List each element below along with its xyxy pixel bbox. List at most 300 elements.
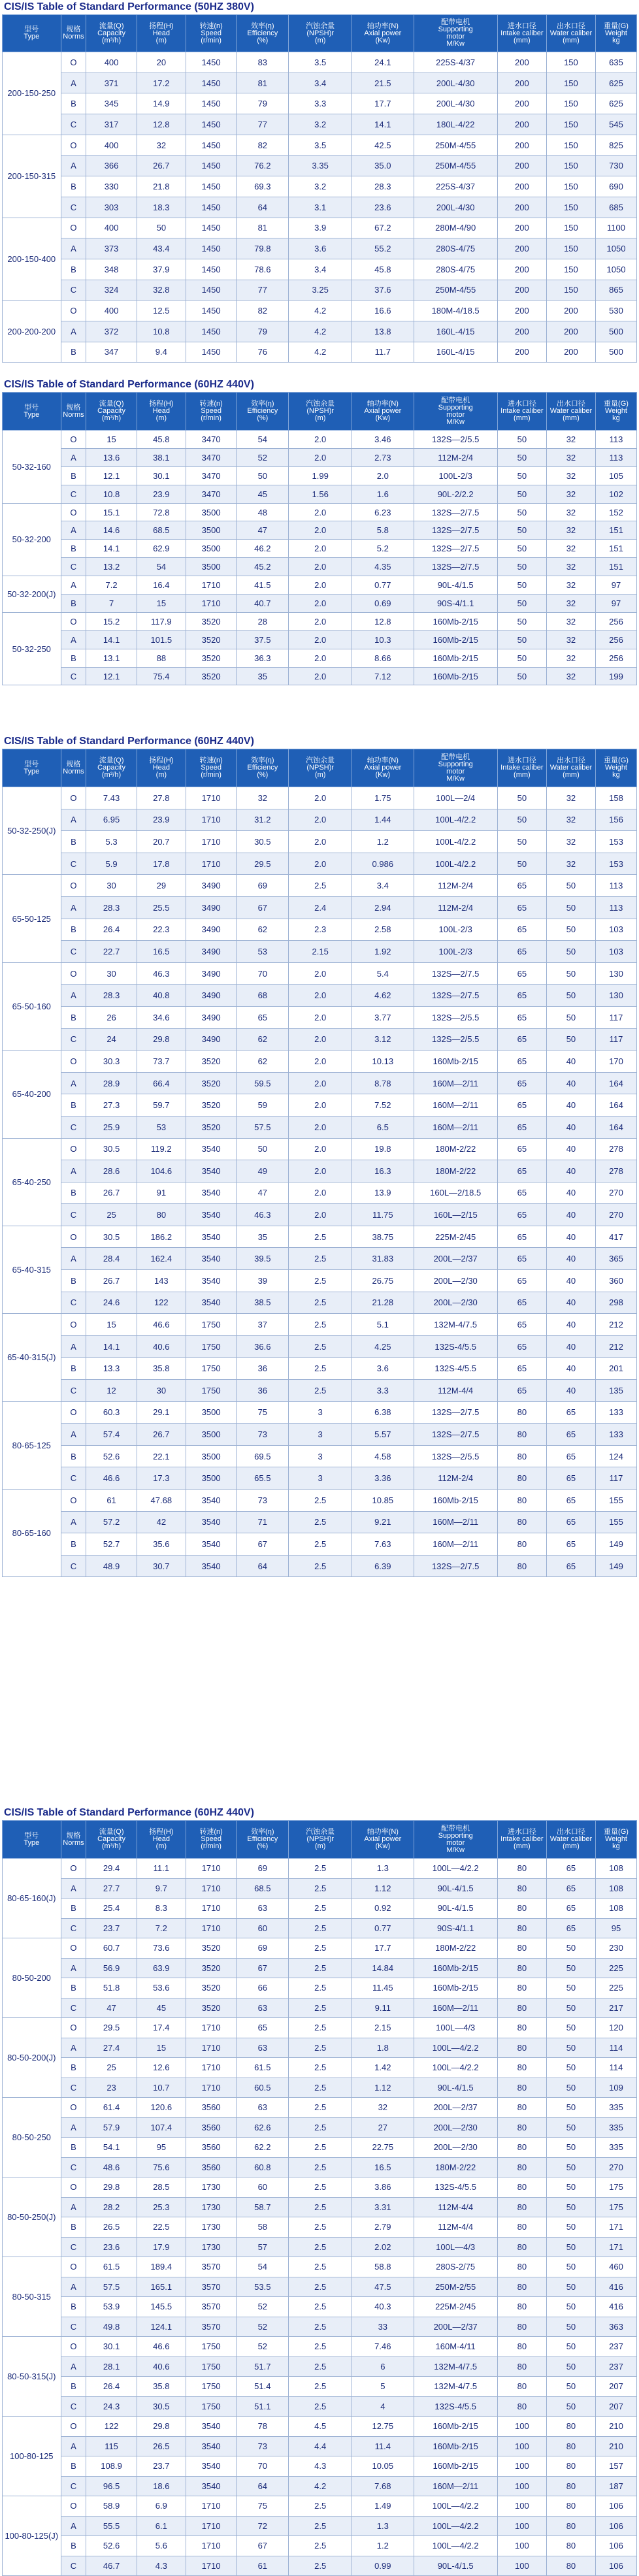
data-cell: 39 <box>237 1270 289 1292</box>
norms-cell: C <box>61 1380 86 1402</box>
data-cell: 160L-4/15 <box>414 342 497 363</box>
column-header-line: 扬程(H) <box>149 400 174 408</box>
data-cell: 2.5 <box>289 1978 352 1998</box>
data-cell: 90S-4/1.1 <box>414 1918 497 1938</box>
table-row <box>3 197 637 218</box>
column-header <box>61 393 86 431</box>
data-cell: 117.9 <box>137 612 186 630</box>
table-row <box>3 2476 637 2496</box>
data-cell: 1750 <box>186 2337 236 2357</box>
data-cell: 46.3 <box>237 1204 289 1226</box>
data-cell: 150 <box>546 218 595 238</box>
data-cell: 29 <box>137 875 186 897</box>
data-cell: 9.4 <box>137 342 186 363</box>
data-cell: 175 <box>595 2197 636 2217</box>
data-cell: 3490 <box>186 962 236 985</box>
data-cell: 1450 <box>186 301 236 321</box>
norms-cell: B <box>61 1445 86 1467</box>
data-cell: 26.7 <box>86 1182 137 1204</box>
norms-cell: A <box>61 155 86 176</box>
data-cell: 29.5 <box>86 2018 137 2038</box>
data-cell: 69 <box>237 1938 289 1959</box>
data-cell: 32 <box>546 521 595 540</box>
data-cell: 3540 <box>186 1182 236 1204</box>
data-cell: 373 <box>86 238 137 259</box>
data-cell: 200L—2/37 <box>414 1248 497 1270</box>
data-cell: 2.5 <box>289 1878 352 1899</box>
table-row <box>3 2177 637 2198</box>
data-cell: 155 <box>595 1511 636 1533</box>
data-cell: 2.0 <box>289 853 352 875</box>
data-cell: 38.75 <box>352 1226 414 1248</box>
data-cell: 32 <box>546 558 595 576</box>
data-cell: 50 <box>497 667 546 685</box>
table-row <box>3 1401 637 1424</box>
data-cell: 5.1 <box>352 1314 414 1336</box>
data-cell: 278 <box>595 1138 636 1160</box>
data-cell: 32 <box>546 809 595 831</box>
column-header-line: 轴功率(N) <box>367 1828 399 1836</box>
data-cell: 13.2 <box>86 558 137 576</box>
data-cell: 180M-2/22 <box>414 1938 497 1959</box>
norms-cell: B <box>61 540 86 558</box>
data-cell: 63 <box>237 2038 289 2058</box>
data-cell: 50 <box>546 2377 595 2397</box>
table-row <box>3 1072 637 1094</box>
data-cell: 15.2 <box>86 612 137 630</box>
data-cell: 50 <box>497 787 546 809</box>
column-header-line: (%) <box>257 36 269 44</box>
data-cell: 40 <box>546 1051 595 1073</box>
data-cell: 1730 <box>186 2177 236 2198</box>
data-cell: 39.5 <box>237 1248 289 1270</box>
data-cell: 345 <box>86 93 137 114</box>
data-cell: 1.2 <box>352 2536 414 2556</box>
data-cell: 28.4 <box>86 1248 137 1270</box>
data-cell: 57 <box>237 2237 289 2257</box>
data-cell: 3500 <box>186 1467 236 1490</box>
data-cell: 1.42 <box>352 2058 414 2078</box>
data-cell: 50 <box>546 919 595 941</box>
data-cell: 100L—2/4 <box>414 787 497 809</box>
data-cell: 3.6 <box>352 1358 414 1380</box>
data-cell: 200 <box>497 218 546 238</box>
data-cell: 130 <box>595 962 636 985</box>
data-cell: 1750 <box>186 1335 236 1358</box>
column-header-line: (r/min) <box>201 414 221 422</box>
data-cell: 2.5 <box>289 2237 352 2257</box>
data-cell: 46.2 <box>237 540 289 558</box>
data-cell: 81 <box>237 73 289 93</box>
column-header-line: 重量(G) <box>604 22 629 30</box>
data-cell: 210 <box>595 2417 636 2437</box>
column-header-line: motor <box>446 410 465 419</box>
norms-cell: B <box>61 2377 86 2397</box>
data-cell: 90L-4/1.5 <box>414 2078 497 2098</box>
data-cell: 3490 <box>186 875 236 897</box>
column-header-line: (Kw) <box>375 36 391 44</box>
data-cell: 317 <box>86 114 137 135</box>
data-cell: 3.86 <box>352 2177 414 2198</box>
data-cell: 65 <box>546 1918 595 1938</box>
data-cell: 4.25 <box>352 1335 414 1358</box>
column-header-line: (mm) <box>514 771 531 779</box>
data-cell: 80 <box>497 2237 546 2257</box>
data-cell: 14.9 <box>137 93 186 114</box>
data-cell: 3470 <box>186 466 236 485</box>
data-cell: 124 <box>595 1445 636 1467</box>
data-cell: 108 <box>595 1899 636 1919</box>
table-header-row <box>3 15 637 52</box>
data-cell: 113 <box>595 448 636 466</box>
table-row <box>3 1094 637 1117</box>
data-cell: 30.1 <box>86 2337 137 2357</box>
data-cell: 2.5 <box>289 1511 352 1533</box>
data-cell: 100L—4/3 <box>414 2237 497 2257</box>
data-cell: 63 <box>237 2098 289 2118</box>
data-cell: 67 <box>237 1958 289 1978</box>
data-cell: 80 <box>497 1445 546 1467</box>
data-cell: 32.8 <box>137 280 186 301</box>
data-cell: 65 <box>497 1270 546 1292</box>
data-cell: 40.6 <box>137 2356 186 2377</box>
data-cell: 160Mb-2/15 <box>414 612 497 630</box>
data-cell: 50 <box>546 2396 595 2417</box>
data-cell: 69.3 <box>237 176 289 197</box>
table-row <box>3 93 637 114</box>
data-cell: 2.0 <box>289 540 352 558</box>
norms-cell: O <box>61 2018 86 2038</box>
data-cell: 50 <box>237 1138 289 1160</box>
data-cell: 2.0 <box>289 576 352 595</box>
data-cell: 28 <box>237 612 289 630</box>
data-cell: 32 <box>546 649 595 667</box>
data-cell: 1050 <box>595 259 636 280</box>
data-cell: 50 <box>546 2337 595 2357</box>
data-cell: 80 <box>497 2337 546 2357</box>
data-cell: 41.5 <box>237 576 289 595</box>
data-cell: 160Mb-2/15 <box>414 667 497 685</box>
data-cell: 201 <box>595 1358 636 1380</box>
data-cell: 57.2 <box>86 1511 137 1533</box>
data-cell: 135 <box>595 1380 636 1402</box>
data-cell: 2.0 <box>289 649 352 667</box>
data-cell: 65 <box>546 1424 595 1446</box>
data-cell: 16.6 <box>352 301 414 321</box>
column-header-line: 流量(Q) <box>99 400 124 408</box>
data-cell: 1.12 <box>352 1878 414 1899</box>
data-cell: 1730 <box>186 2237 236 2257</box>
table-row <box>3 2277 637 2297</box>
table-row <box>3 2396 637 2417</box>
data-cell: 40.6 <box>137 1335 186 1358</box>
norms-cell: O <box>61 787 86 809</box>
norms-cell: O <box>61 52 86 73</box>
performance-section <box>0 0 639 378</box>
data-cell: 63 <box>237 1899 289 1919</box>
data-cell: 500 <box>595 321 636 342</box>
column-header <box>86 749 137 787</box>
data-cell: 5.6 <box>137 2536 186 2556</box>
table-row <box>3 1490 637 1512</box>
norms-cell: B <box>61 831 86 853</box>
data-cell: 31.2 <box>237 809 289 831</box>
data-cell: 65 <box>497 1182 546 1204</box>
column-header-line: Supporting <box>438 760 473 768</box>
norms-cell: O <box>61 1226 86 1248</box>
data-cell: 48 <box>237 503 289 521</box>
data-cell: 2.0 <box>289 1006 352 1028</box>
data-cell: 2.0 <box>289 503 352 521</box>
data-cell: 132S—2/7.5 <box>414 985 497 1007</box>
data-cell: 46.6 <box>86 1467 137 1490</box>
table-row <box>3 576 637 595</box>
norms-cell: C <box>61 1918 86 1938</box>
data-cell: 2.15 <box>352 2018 414 2038</box>
norms-cell: A <box>61 2277 86 2297</box>
data-cell: 200L—2/30 <box>414 2138 497 2158</box>
data-cell: 15 <box>86 431 137 449</box>
data-cell: 80 <box>497 2257 546 2277</box>
data-cell: 200 <box>497 321 546 342</box>
data-cell: 37.9 <box>137 259 186 280</box>
data-cell: 371 <box>86 73 137 93</box>
data-cell: 150 <box>546 135 595 155</box>
data-cell: 117 <box>595 1028 636 1051</box>
data-cell: 76.2 <box>237 155 289 176</box>
data-cell: 11.45 <box>352 1978 414 1998</box>
data-cell: 60 <box>237 1918 289 1938</box>
table-row <box>3 521 637 540</box>
norms-cell: C <box>61 1292 86 1314</box>
data-cell: 324 <box>86 280 137 301</box>
data-cell: 29.8 <box>137 2417 186 2437</box>
column-header-line: Head <box>152 764 170 772</box>
table-row <box>3 2556 637 2576</box>
pump-type-cell: 65-40-250 <box>3 1138 61 1226</box>
column-header-line: Water caliber <box>549 764 593 772</box>
data-cell: 3520 <box>186 649 236 667</box>
data-cell: 3560 <box>186 2117 236 2138</box>
data-cell: 160M—2/11 <box>414 1116 497 1138</box>
data-cell: 2.5 <box>289 1533 352 1556</box>
data-cell: 6.1 <box>137 2516 186 2536</box>
data-cell: 25.9 <box>86 1116 137 1138</box>
data-cell: 50 <box>546 1998 595 2018</box>
table-header-row <box>3 393 637 431</box>
data-cell: 2.0 <box>289 1204 352 1226</box>
data-cell: 7 <box>86 595 137 613</box>
data-cell: 3540 <box>186 1490 236 1512</box>
data-cell: 3.12 <box>352 1028 414 1051</box>
norms-cell: B <box>61 1182 86 1204</box>
table-row <box>3 321 637 342</box>
table-row <box>3 941 637 963</box>
data-cell: 2.5 <box>289 2217 352 2238</box>
column-header-line: (%) <box>257 414 269 422</box>
data-cell: 2.5 <box>289 2377 352 2397</box>
data-cell: 132M-4/7.5 <box>414 1314 497 1336</box>
data-cell: 67 <box>237 1533 289 1556</box>
norms-cell: A <box>61 985 86 1007</box>
data-cell: 4.3 <box>137 2556 186 2576</box>
column-header-line: 型号 <box>24 25 39 33</box>
data-cell: 65 <box>237 1006 289 1028</box>
column-header-line: 配带电机 <box>441 753 470 761</box>
column-header-line: (mm) <box>563 771 580 779</box>
data-cell: 50 <box>497 540 546 558</box>
data-cell: 2.5 <box>289 1899 352 1919</box>
data-cell: 50 <box>497 809 546 831</box>
data-cell: 80 <box>497 1878 546 1899</box>
column-header-line: (mm) <box>514 1842 531 1850</box>
data-cell: 65 <box>497 875 546 897</box>
data-cell: 3.9 <box>289 218 352 238</box>
data-cell: 3540 <box>186 1138 236 1160</box>
data-cell: 80 <box>497 2217 546 2238</box>
data-cell: 52 <box>237 2337 289 2357</box>
column-header-line: (NPSH)r <box>306 1835 334 1843</box>
column-header-line: Type <box>24 767 40 775</box>
data-cell: 3.46 <box>352 431 414 449</box>
data-cell: 150 <box>546 52 595 73</box>
column-header-line: 流量(Q) <box>99 757 124 764</box>
column-header-line: 重量(G) <box>604 757 629 764</box>
data-cell: 1710 <box>186 787 236 809</box>
data-cell: 112M-2/4 <box>414 1467 497 1490</box>
column-header-line: 配带电机 <box>441 396 470 404</box>
norms-cell: A <box>61 1878 86 1899</box>
performance-table <box>2 392 637 685</box>
data-cell: 65 <box>497 1138 546 1160</box>
data-cell: 65 <box>497 1248 546 1270</box>
data-cell: 3560 <box>186 2098 236 2118</box>
data-cell: 3520 <box>186 1978 236 1998</box>
column-header <box>497 15 546 52</box>
data-cell: 46.3 <box>137 962 186 985</box>
data-cell: 20 <box>137 52 186 73</box>
data-cell: 7.46 <box>352 2337 414 2357</box>
norms-cell: B <box>61 1899 86 1919</box>
table-row <box>3 2536 637 2556</box>
data-cell: 132S—2/7.5 <box>414 1555 497 1577</box>
column-header <box>186 393 236 431</box>
data-cell: 6.5 <box>352 1116 414 1138</box>
data-cell: 52 <box>237 2317 289 2337</box>
table-row <box>3 2018 637 2038</box>
data-cell: 4.62 <box>352 985 414 1007</box>
data-cell: 23.7 <box>137 2456 186 2477</box>
norms-cell: C <box>61 2078 86 2098</box>
data-cell: 50 <box>497 466 546 485</box>
table-row <box>3 1511 637 1533</box>
column-header-line: 进水口径 <box>507 22 536 30</box>
data-cell: 65 <box>497 919 546 941</box>
table-row <box>3 238 637 259</box>
data-cell: 14.1 <box>352 114 414 135</box>
data-cell: 73.7 <box>137 1051 186 1073</box>
data-cell: 50 <box>497 630 546 649</box>
column-header-line: Speed <box>201 29 221 37</box>
data-cell: 171 <box>595 2217 636 2238</box>
data-cell: 200 <box>497 342 546 363</box>
data-cell: 50 <box>546 2157 595 2177</box>
data-cell: 3.5 <box>289 52 352 73</box>
data-cell: 48.6 <box>86 2157 137 2177</box>
table-row <box>3 1116 637 1138</box>
data-cell: 55.2 <box>352 238 414 259</box>
data-cell: 40 <box>546 1380 595 1402</box>
column-header-line: Type <box>24 410 40 419</box>
data-cell: 2.5 <box>289 1380 352 1402</box>
data-cell: 80 <box>497 1958 546 1978</box>
data-cell: 2.5 <box>289 1248 352 1270</box>
data-cell: 32 <box>546 540 595 558</box>
data-cell: 100 <box>497 2516 546 2536</box>
table-row <box>3 1358 637 1380</box>
data-cell: 155 <box>595 1490 636 1512</box>
data-cell: 132S—2/7.5 <box>414 1401 497 1424</box>
data-cell: 50 <box>237 466 289 485</box>
data-cell: 2.0 <box>289 787 352 809</box>
column-header-line: Axial power <box>364 407 402 415</box>
data-cell: 113 <box>595 896 636 919</box>
data-cell: 1750 <box>186 2377 236 2397</box>
table-row <box>3 2117 637 2138</box>
column-header-line: 效率(η) <box>251 1828 274 1836</box>
data-cell: 82 <box>237 135 289 155</box>
data-cell: 14.6 <box>86 521 137 540</box>
column-header-line: 扬程(H) <box>149 22 174 30</box>
data-cell: 27.7 <box>86 1878 137 1899</box>
data-cell: 0.99 <box>352 2556 414 2576</box>
data-cell: 68 <box>237 985 289 1007</box>
table-row <box>3 919 637 941</box>
data-cell: 30.5 <box>86 1138 137 1160</box>
table-row <box>3 1467 637 1490</box>
data-cell: 217 <box>595 1998 636 2018</box>
column-header-line: (NPSH)r <box>306 407 334 415</box>
column-header-line: (NPSH)r <box>306 764 334 772</box>
data-cell: 27.8 <box>137 787 186 809</box>
data-cell: 3490 <box>186 1006 236 1028</box>
data-cell: 35.8 <box>137 2377 186 2397</box>
data-cell: 35.0 <box>352 155 414 176</box>
data-cell: 4.2 <box>289 301 352 321</box>
column-header-line: 效率(η) <box>251 757 274 764</box>
data-cell: 1710 <box>186 595 236 613</box>
data-cell: 1750 <box>186 2356 236 2377</box>
table-row <box>3 2436 637 2456</box>
data-cell: 3 <box>289 1401 352 1424</box>
data-cell: 7.2 <box>137 1918 186 1938</box>
data-cell: 65 <box>497 1006 546 1028</box>
section-title: CIS/IS Table of Standard Performance (50HZ 380V) <box>4 1 254 12</box>
column-header-line: Intake caliber <box>500 29 544 37</box>
data-cell: 65 <box>497 1204 546 1226</box>
table-row <box>3 1918 637 1938</box>
norms-cell: A <box>61 1424 86 1446</box>
norms-cell: O <box>61 301 86 321</box>
norms-cell: C <box>61 941 86 963</box>
table-row <box>3 630 637 649</box>
data-cell: 1710 <box>186 1859 236 1879</box>
data-cell: 200 <box>546 342 595 363</box>
column-header-line: Norms <box>63 410 84 419</box>
column-header-line: Speed <box>201 764 221 772</box>
data-cell: 65 <box>546 1899 595 1919</box>
data-cell: 1710 <box>186 853 236 875</box>
